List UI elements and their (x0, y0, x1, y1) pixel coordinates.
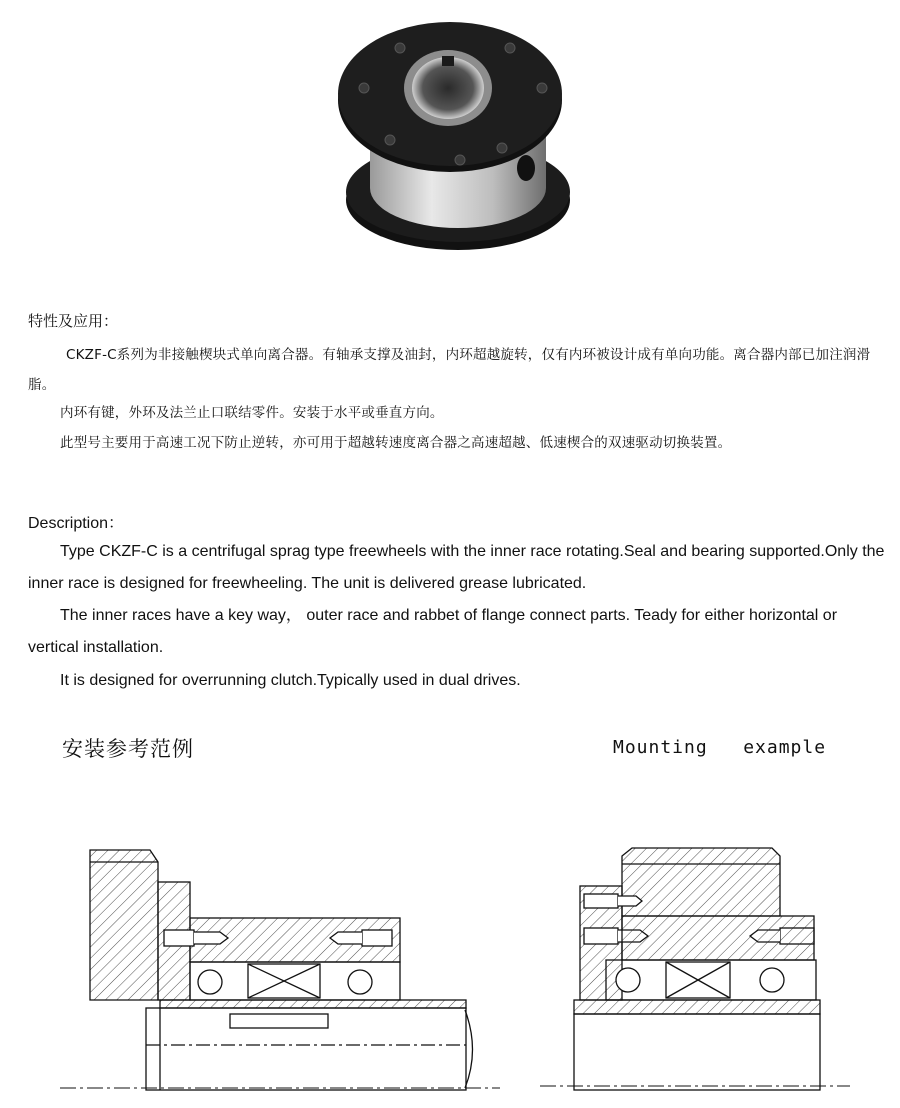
features-paragraph: CKZF-C系列为非接触楔块式单向离合器。有轴承支撑及油封，内环超越旋转，仅有内环被设计成有单向功能。离合器内部已加注润滑脂。 (28, 347, 871, 393)
features-paragraph: 内环有键，外环及法兰止口联结零件。安装于水平或垂直方向。 (60, 405, 444, 421)
mounting-title-zh: 安装参考范例 (62, 737, 194, 761)
features-heading: 特性及应用： (28, 312, 119, 330)
mounting-drawing-left (60, 830, 500, 1100)
description-heading: Description： (28, 515, 125, 532)
mounting-title-en: Mounting example (613, 737, 827, 758)
description-paragraph: Type CKZF-C is a centrifugal sprag type freewheels with the inner race rotating.Seal and bearing supported.Only the inner race is designed for freewheeling. The unit is delivered grease lubricated. (28, 543, 885, 592)
description-paragraph: It is designed for overrunning clutch.Typically used in dual drives. (60, 672, 521, 689)
product-photo (330, 8, 580, 272)
mounting-drawing-right (540, 830, 850, 1100)
features-paragraph: 此型号主要用于高速工况下防止逆转，亦可用于超越转速度离合器之高速超越、低速楔合的双速驱动切换装置。 (60, 435, 732, 451)
description-paragraph: The inner races have a key way， outer race and rabbet of flange connect parts. Teady for either horizontal or vertical installation. (28, 607, 838, 656)
